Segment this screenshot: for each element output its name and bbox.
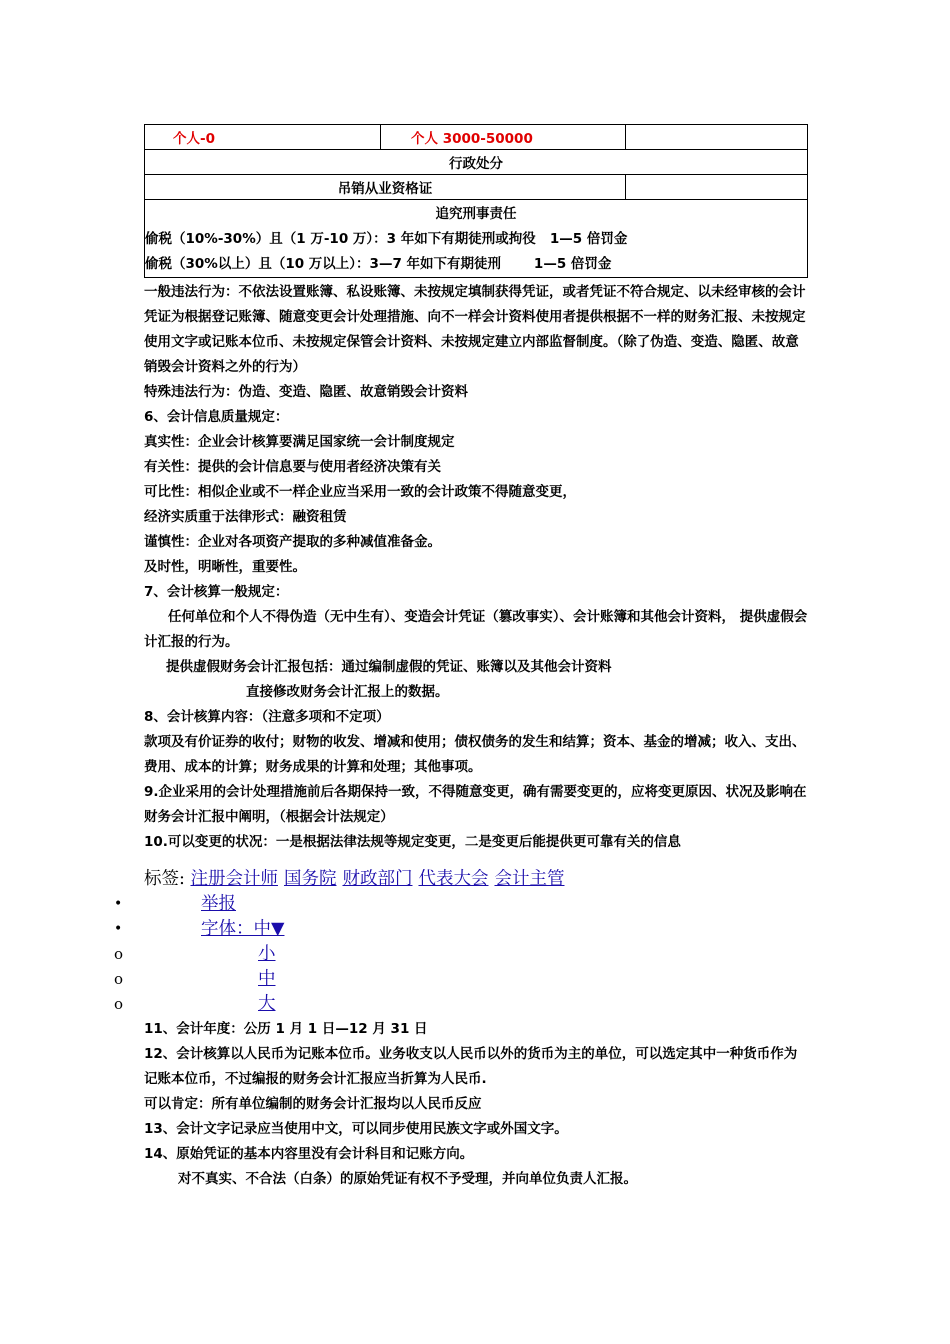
font-size-toggle[interactable]: 字体：中▼	[201, 919, 285, 939]
table-cell: 行政处分	[145, 150, 808, 175]
font-option-medium[interactable]: 中	[258, 969, 276, 989]
tag-link[interactable]: 代表大会	[418, 869, 489, 889]
font-option-large[interactable]: 大	[258, 994, 276, 1014]
body-text-2	[144, 1017, 808, 1192]
criminal-line: 偷税（10%-30%）且（1 万-10 万）：3 年如下有期徒刑或拘役 1—5 倍罚金	[145, 231, 628, 247]
bullet-icon: •	[114, 921, 123, 937]
paragraph: 有关性：提供的会计信息要与使用者经济决策有关	[144, 459, 441, 475]
paragraph: 特殊违法行为：伪造、变造、隐匿、故意销毁会计资料	[144, 384, 468, 400]
paragraph: 可比性：相似企业或不一样企业应当采用一致的会计政策不得随意变更，	[144, 484, 576, 500]
table-cell	[145, 200, 808, 278]
tag-link[interactable]: 国务院	[283, 869, 337, 889]
paragraph: 任何单位和个人不得伪造（无中生有）、变造会计凭证（篡改事实）、会计账簿和其他会计资料， 提供虚假会计汇报的行为。	[144, 609, 808, 650]
tag-bar	[114, 867, 808, 1017]
paragraph: 10.可以变更的状况：一是根据法律法规等规定变更，二是变更后能提供更可靠有关的信息	[144, 834, 681, 850]
paragraph: 9.企业采用的会计处理措施前后各期保持一致，不得随意变更，确有需要变更的，应将变更原因、状况及影响在财务会计汇报中阐明，（根据会计法规定）	[144, 784, 807, 825]
penalty-table	[144, 124, 808, 278]
list-item	[114, 942, 808, 967]
table-row	[145, 125, 808, 150]
circle-bullet-icon: o	[114, 945, 124, 963]
table-cell: 个人-0	[145, 125, 381, 150]
list-item	[114, 917, 808, 942]
bullet-icon: •	[114, 896, 123, 912]
list-item	[114, 967, 808, 992]
font-option-small[interactable]: 小	[258, 944, 276, 964]
paragraph: 及时性，明晰性，重要性。	[144, 559, 306, 575]
paragraph: 谨慎性：企业对各项资产提取的多种减值准备金。	[144, 534, 441, 550]
paragraph: 经济实质重于法律形式：融资租赁	[144, 509, 347, 525]
tag-link[interactable]: 财政部门	[342, 869, 413, 889]
tag-line	[144, 867, 808, 892]
paragraph: 对不真实、不合法（白条）的原始凭证有权不予受理，并向单位负责人汇报。	[178, 1171, 637, 1187]
tag-link[interactable]: 会计主管	[494, 869, 565, 889]
section-heading: 7、会计核算一般规定：	[144, 584, 289, 600]
circle-bullet-icon: o	[114, 995, 124, 1013]
table-row	[145, 150, 808, 175]
table-cell	[626, 175, 808, 200]
paragraph: 11、会计年度：公历 1 月 1 日—12 月 31 日	[144, 1021, 428, 1037]
paragraph: 可以肯定：所有单位编制的财务会计汇报均以人民币反应	[144, 1096, 482, 1112]
section-heading: 8、会计核算内容：（注意多项和不定项）	[144, 709, 390, 725]
table-cell: 吊销从业资格证	[145, 175, 626, 200]
paragraph: 真实性：企业会计核算要满足国家统一会计制度规定	[144, 434, 455, 450]
document-page	[114, 124, 808, 1192]
criminal-heading: 追究刑事责任	[435, 206, 517, 222]
table-cell: 个人 3000-50000	[381, 125, 626, 150]
paragraph: 提供虚假财务会计汇报包括：通过编制虚假的凭证、账簿以及其他会计资料	[166, 659, 612, 675]
paragraph: 14、原始凭证的基本内容里没有会计科目和记账方向。	[144, 1146, 474, 1162]
tag-link[interactable]: 注册会计师	[190, 869, 278, 889]
paragraph: 款项及有价证券的收付；财物的收发、增减和使用；债权债务的发生和结算；资本、基金的增减；收入、支出、费用、成本的计算；财务成果的计算和处理；其他事项。	[144, 734, 806, 775]
criminal-line: 偷税（30%以上）且（10 万以上）：3—7 年如下有期徒刑 1—5 倍罚金	[145, 256, 612, 272]
circle-bullet-icon: o	[114, 970, 124, 988]
table-cell	[626, 125, 808, 150]
table-row	[145, 175, 808, 200]
tag-label: 标签:	[144, 869, 185, 889]
body-text	[144, 280, 808, 855]
list-item	[114, 992, 808, 1017]
section-heading: 6、会计信息质量规定：	[144, 409, 289, 425]
paragraph: 一般违法行为：不依法设置账簿、私设账簿、未按规定填制获得凭证，或者凭证不符合规定、以未经审核的会计凭证为根据登记账簿、随意变更会计处理措施、向不一样会计资料使用者提供根据不一样的财务汇报、未按规定使用文字或记账本位币、未按规定保管会计资料、未按规定建立内部监督制度。（除了伪造、变造、隐匿、故意销毁会计资料之外的行为）	[144, 284, 806, 375]
table-row	[145, 200, 808, 278]
paragraph: 13、会计文字记录应当使用中文，可以同步使用民族文字或外国文字。	[144, 1121, 568, 1137]
paragraph: 直接修改财务会计汇报上的数据。	[246, 684, 449, 700]
paragraph: 12、会计核算以人民币为记账本位币。业务收支以人民币以外的货币为主的单位，可以选定其中一种货币作为记账本位币，不过编报的财务会计汇报应当折算为人民币.	[144, 1046, 798, 1087]
report-link[interactable]: 举报	[201, 894, 236, 914]
list-item	[114, 892, 808, 917]
